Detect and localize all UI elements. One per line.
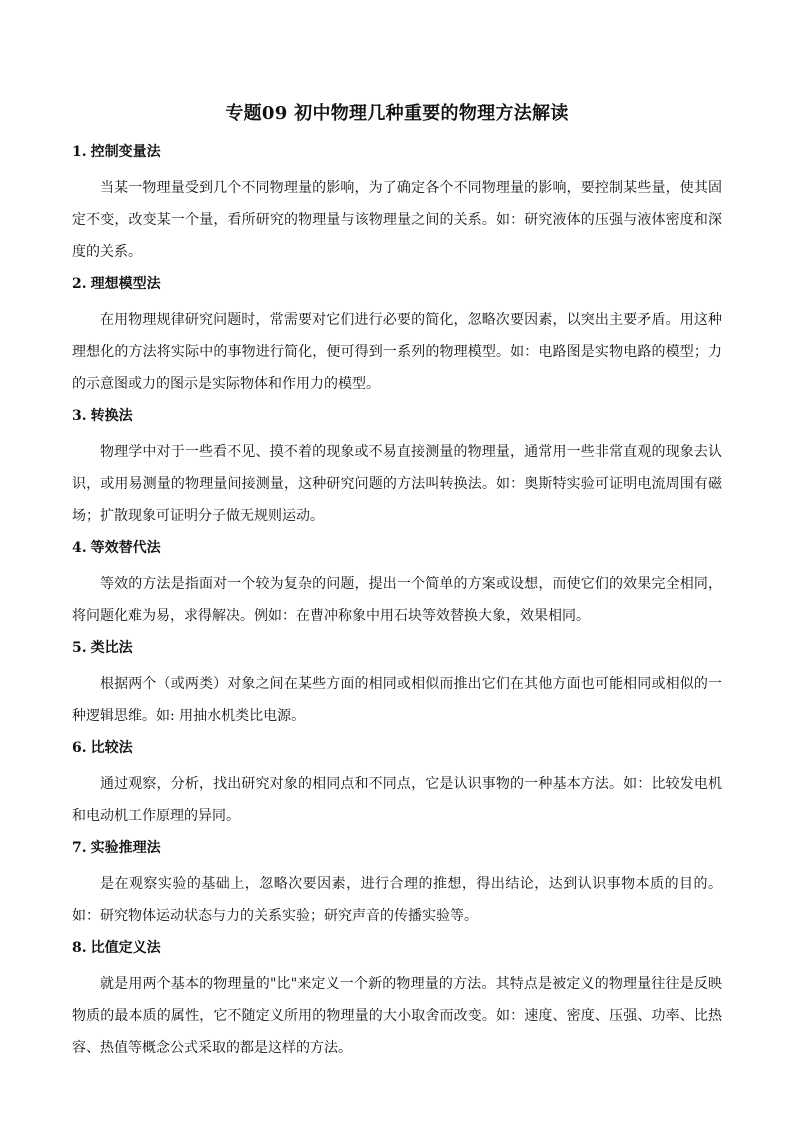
section-heading [72, 404, 722, 428]
section-equivalent-substitution [72, 536, 722, 632]
section-conversion [72, 404, 722, 532]
section-number: 2. [72, 276, 87, 292]
section-heading [72, 736, 722, 760]
section-paragraph: 物理学中对于一些看不见、摸不着的现象或不易直接测量的物理量，通常用一些非常直观的现象去认识，或用易测量的物理量间接测量，这种研究问题的方法叫转换法。如：奥斯特实验可证明电流周围有磁场；扩散现象可证明分子做无规则运动。 [72, 444, 722, 524]
section-title: 实验推理法 [90, 840, 161, 856]
section-paragraph: 等效的方法是指面对一个较为复杂的问题，提出一个简单的方案或设想，而使它们的效果完全相同，将问题化难为易，求得解决。例如：在曹冲称象中用石块等效替换大象，效果相同。 [72, 576, 722, 624]
document-title: 专题09 初中物理几种重要的物理方法解读 [225, 103, 569, 124]
section-paragraph: 通过观察，分析，找出研究对象的相同点和不同点，它是认识事物的一种基本方法。如：比较发电机和电动机工作原理的异同。 [72, 776, 722, 824]
section-analogy [72, 636, 722, 732]
section-number: 4. [72, 540, 87, 556]
section-heading [72, 272, 722, 296]
section-number: 3. [72, 408, 87, 424]
section-title: 类比法 [90, 640, 133, 656]
section-number: 1. [72, 144, 87, 160]
section-comparison [72, 736, 722, 832]
section-title: 控制变量法 [90, 144, 161, 160]
section-heading [72, 536, 722, 560]
section-number: 5. [72, 640, 87, 656]
section-number: 8. [72, 940, 87, 956]
section-paragraph: 根据两个（或两类）对象之间在某些方面的相同或相似而推出它们在其他方面也可能相同或相似的一种逻辑思维。如: 用抽水机类比电源。 [72, 676, 722, 724]
document-page [72, 100, 722, 1068]
section-heading [72, 140, 722, 164]
section-title: 等效替代法 [90, 540, 161, 556]
section-control-variable [72, 140, 722, 268]
section-heading [72, 636, 722, 660]
section-number: 6. [72, 740, 87, 756]
section-paragraph: 当某一物理量受到几个不同物理量的影响，为了确定各个不同物理量的影响，要控制某些量，使其固定不变，改变某一个量，看所研究的物理量与该物理量之间的关系。如：研究液体的压强与液体密度和深度的关系。 [72, 180, 722, 260]
section-paragraph: 就是用两个基本的物理量的"比"来定义一个新的物理量的方法。其特点是被定义的物理量往往是反映物质的最本质的属性，它不随定义所用的物理量的大小取舍而改变。如：速度、密度、压强、功率、比热容、热值等概念公式采取的都是这样的方法。 [72, 976, 722, 1056]
section-title: 比较法 [90, 740, 133, 756]
section-title: 转换法 [90, 408, 133, 424]
section-experimental-reasoning [72, 836, 722, 932]
section-title: 理想模型法 [90, 276, 161, 292]
section-heading [72, 936, 722, 960]
section-heading [72, 836, 722, 860]
section-paragraph: 是在观察实验的基础上，忽略次要因素，进行合理的推想，得出结论，达到认识事物本质的目的。如：研究物体运动状态与力的关系实验；研究声音的传播实验等。 [72, 876, 722, 924]
section-title: 比值定义法 [90, 940, 161, 956]
section-paragraph: 在用物理规律研究问题时，常需要对它们进行必要的简化，忽略次要因素，以突出主要矛盾。用这种理想化的方法将实际中的事物进行简化，便可得到一系列的物理模型。如：电路图是实物电路的模型；力的示意图或力的图示是实际物体和作用力的模型。 [72, 312, 722, 392]
section-number: 7. [72, 840, 87, 856]
section-ratio-definition [72, 936, 722, 1064]
section-ideal-model [72, 272, 722, 400]
